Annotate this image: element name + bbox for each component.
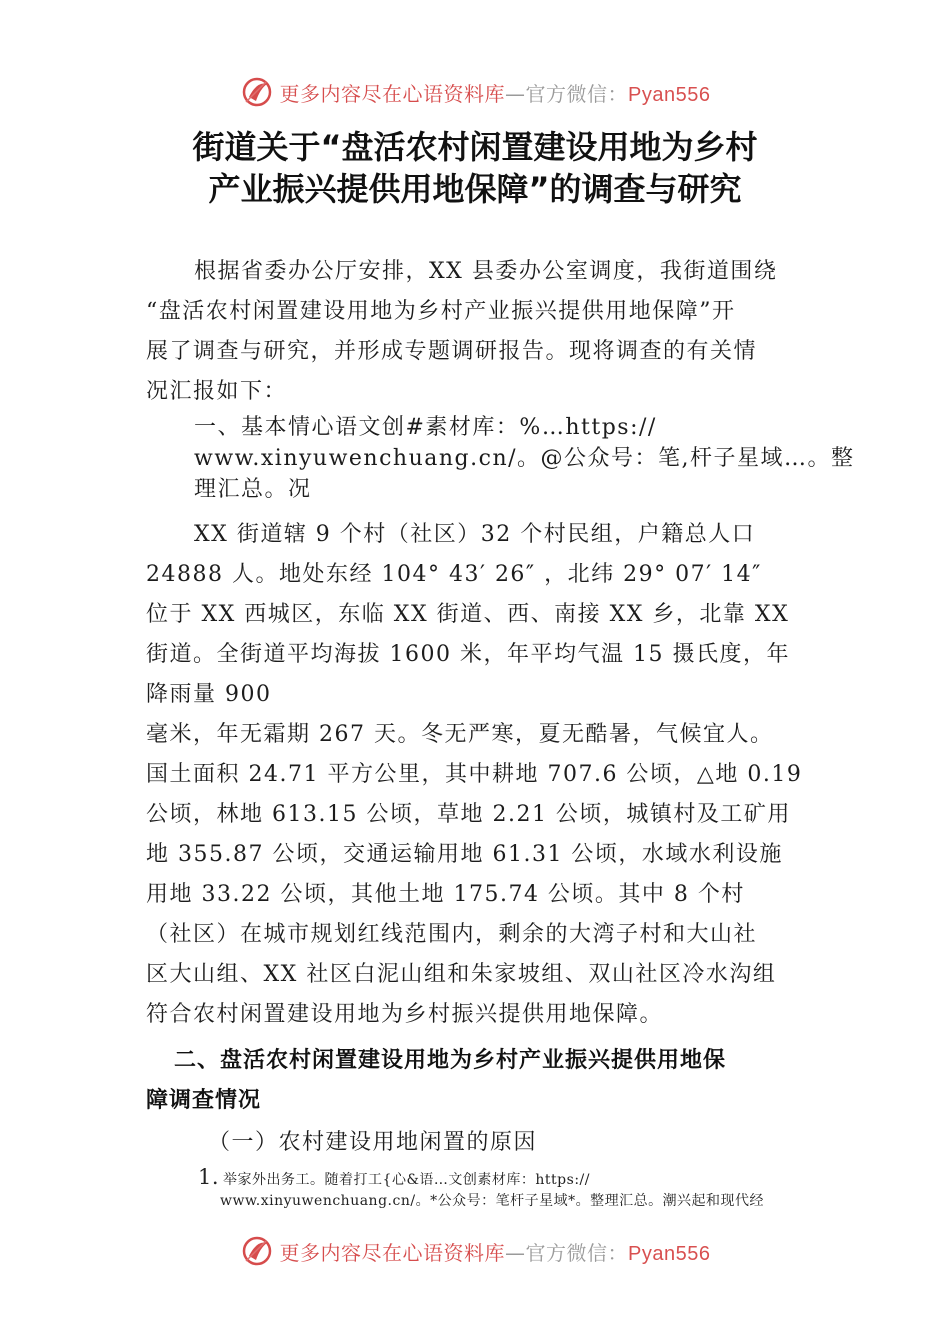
intro-line: 况汇报如下： (146, 379, 288, 404)
basic-info-paragraph (146, 515, 836, 1035)
paragraph-line: 地 355.87 公顷，交通运输用地 61.31 公顷，水域水利设施 (146, 842, 783, 867)
paragraph-line: 街道。全街道平均海拔 1600 米，年平均气温 15 摄氏度，年 (146, 642, 790, 667)
brand-logo-icon (240, 1234, 274, 1268)
document-body (146, 252, 855, 1212)
section-2-heading (146, 1041, 836, 1121)
banner-text: 更多内容尽在心语资料库—官方微信：Pyan556 (279, 1240, 711, 1265)
section-2-line: 二、盘活农村闲置建设用地为乡村产业振兴提供用地保 (174, 1048, 727, 1073)
paragraph-line: 区大山组、XX 社区白泥山组和朱家坡组、双山社区冷水沟组 (146, 962, 777, 987)
paragraph-line: 符合农村闲置建设用地为乡村振兴提供用地保障。 (146, 1002, 664, 1027)
section-2-line: 障调查情况 (146, 1088, 262, 1113)
paragraph-line: 用地 33.22 公顷，其他土地 175.74 公顷。其中 8 个村 (146, 882, 745, 907)
title-line-2: 产业振兴提供用地保障”的调查与研究 (208, 170, 742, 208)
paragraph-line: 国土面积 24.71 平方公里，其中耕地 707.6 公顷，△地 0.19 (146, 762, 803, 787)
subsection-1-heading: （一）农村建设用地闲置的原因 (208, 1130, 538, 1155)
paragraph-line: （社区）在城市规划红线范围内，剩余的大湾子村和大山社 (146, 922, 758, 947)
banner-text: 更多内容尽在心语资料库—官方微信：Pyan556 (279, 81, 711, 106)
paragraph-line: 位于 XX 西城区，东临 XX 街道、西、南接 XX 乡，北靠 XX (146, 602, 790, 627)
list-item-text: 举家外出务工。随着打工{心&语…文创素材库：https:// (223, 1172, 590, 1188)
list-item-number: 1. (198, 1165, 220, 1189)
intro-line: 展了调查与研究，并形成专题调研报告。现将调查的有关情 (146, 339, 758, 364)
list-item (146, 1167, 836, 1212)
bottom-watermark-banner (0, 1231, 950, 1271)
brand-logo-icon (240, 75, 274, 109)
title-line-1: 街道关于“盘活农村闲置建设用地为乡村 (192, 128, 758, 166)
paragraph-line: XX 街道辖 9 个村（社区）32 个村民组，户籍总人口 (194, 522, 756, 547)
paragraph-line: 公顷，林地 613.15 公顷，草地 2.21 公顷，城镇村及工矿用 (146, 802, 791, 827)
top-watermark-banner (0, 72, 950, 112)
intro-line: “盘活农村闲置建设用地为乡村产业振兴提供用地保障”开 (146, 299, 736, 324)
section-1-line: www.xinyuwenchuang.cn/。@公众号：笔,杆子星域…。整 (194, 446, 855, 471)
section-1-line: 理汇总。况 (194, 477, 312, 502)
paragraph-line: 降雨量 900 (146, 682, 272, 707)
paragraph-line: 毫米，年无霜期 267 天。冬无严寒，夏无酷暑，气候宜人。 (146, 722, 774, 747)
section-1-line: 一、基本情心语文创#素材库：%…https:// (194, 415, 657, 440)
intro-paragraph (146, 252, 836, 412)
list-item-text: www.xinyuwenchuang.cn/。*公众号：笔杆子星域*。整理汇总。潮兴起和现代经 (220, 1193, 765, 1209)
paragraph-line: 24888 人。地处东经 104° 43′ 26″ ，北纬 29° 07′ 14″ (146, 562, 762, 587)
intro-line: 根据省委办公厅安排，XX 县委办公室调度，我街道围绕 (194, 259, 778, 284)
section-1-heading (194, 412, 855, 505)
document-title (0, 126, 950, 210)
